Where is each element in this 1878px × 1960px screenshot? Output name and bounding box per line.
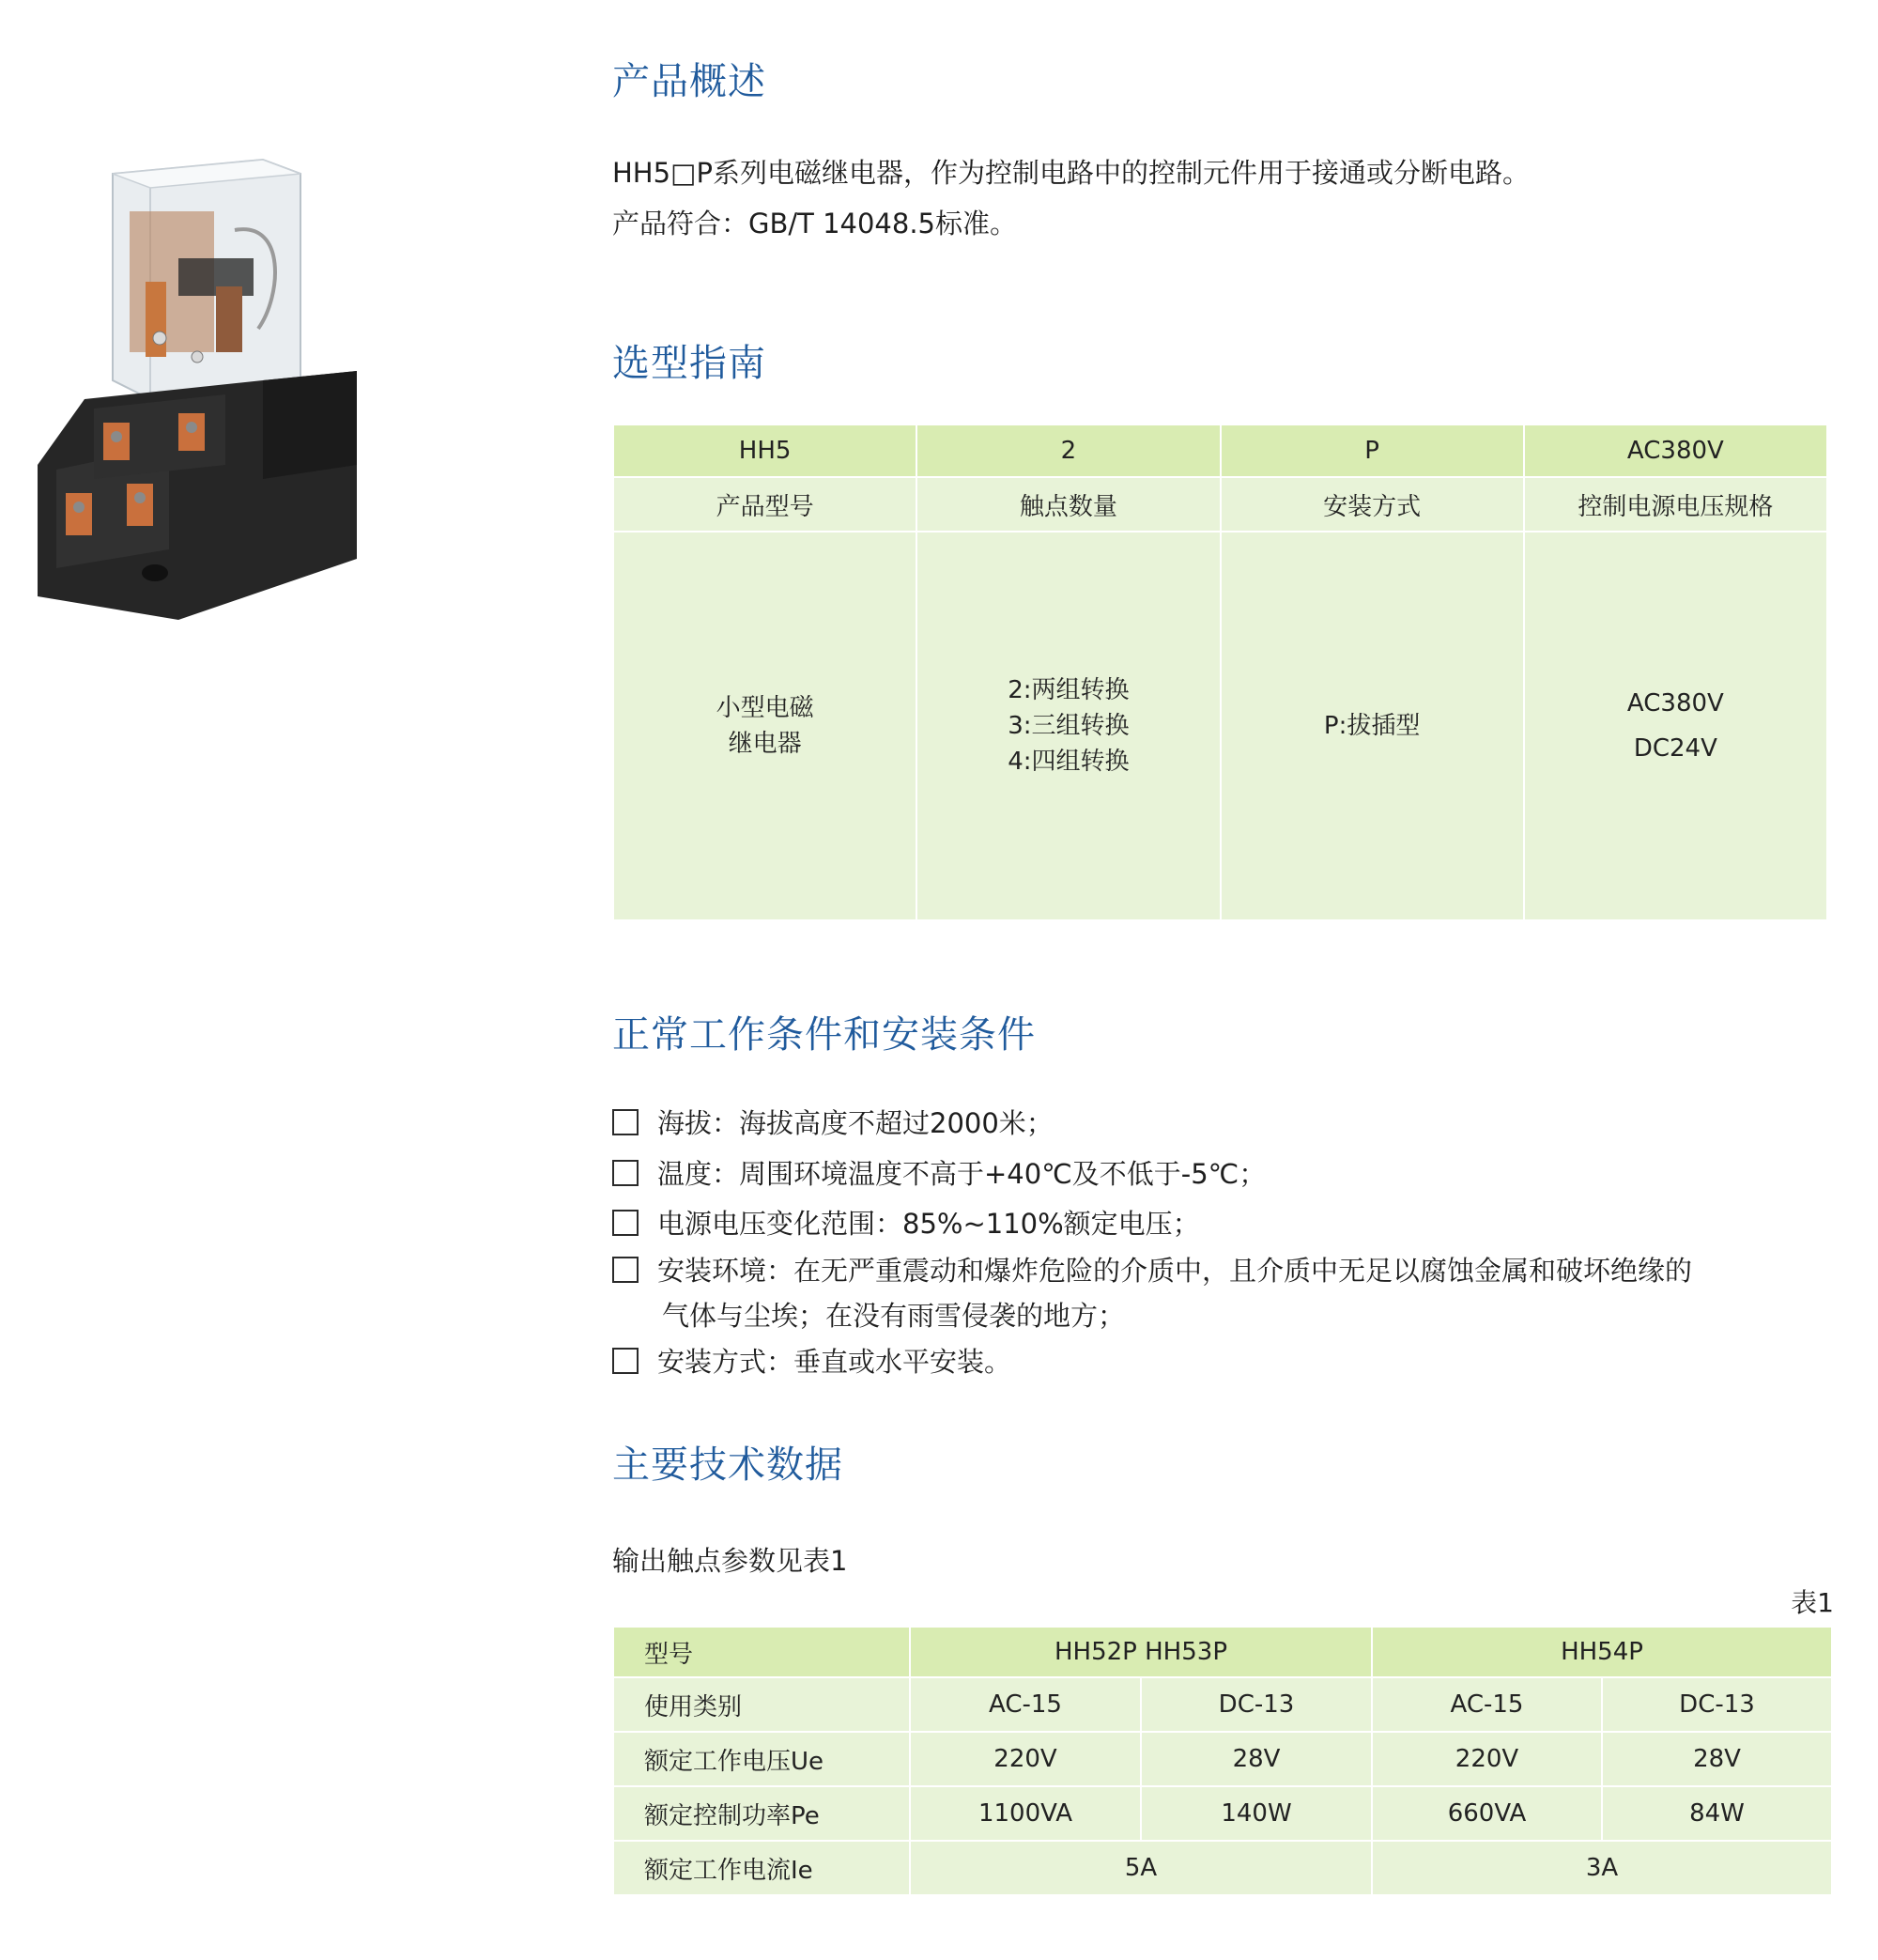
guide-code-cell: HH5 xyxy=(613,424,916,477)
table-cell: 5A xyxy=(910,1841,1372,1895)
guide-option-cell xyxy=(1524,532,1827,920)
checkbox-square-icon xyxy=(612,1257,639,1283)
table-cell: 660VA xyxy=(1372,1786,1602,1841)
table-cell: 1100VA xyxy=(910,1786,1141,1841)
tech-heading: 主要技术数据 xyxy=(612,1443,843,1487)
table-caption: 表1 xyxy=(1791,1587,1834,1618)
guide-option-text: 继电器 xyxy=(728,730,802,758)
guide-label-cell: 安装方式 xyxy=(1221,477,1524,532)
table-row xyxy=(613,1677,1832,1732)
table-cell: AC-15 xyxy=(1372,1677,1602,1732)
overview-line-2: 产品符合：GB/T 14048.5标准。 xyxy=(612,208,1017,239)
overview-line-1: HH5□P系列电磁继电器，作为控制电路中的控制元件用于接通或分断电路。 xyxy=(612,157,1530,189)
guide-code-cell: P xyxy=(1221,424,1524,477)
overview-heading: 产品概述 xyxy=(612,60,766,103)
guide-option-text: 小型电磁 xyxy=(716,694,814,722)
checkbox-square-icon xyxy=(612,1348,639,1374)
condition-item xyxy=(612,1341,1011,1380)
guide-label-cell: 触点数量 xyxy=(916,477,1220,532)
row-label: 额定控制功率Pe xyxy=(613,1786,910,1841)
guide-option-text: 2:两组转换 xyxy=(1008,676,1130,704)
guide-option-cell xyxy=(916,532,1220,920)
tech-data-table xyxy=(612,1626,1833,1896)
guide-option-text: AC380V xyxy=(1626,689,1724,718)
guide-option-text: DC24V xyxy=(1633,734,1717,763)
table-cell: 220V xyxy=(910,1732,1141,1786)
table-cell: AC-15 xyxy=(910,1677,1141,1732)
condition-text: 温度：周围环境温度不高于+40℃及不低于-5℃； xyxy=(657,1158,1267,1190)
conditions-heading: 正常工作条件和安装条件 xyxy=(612,1013,1036,1057)
table-cell: 28V xyxy=(1141,1732,1372,1786)
tech-header-row xyxy=(613,1627,1832,1677)
guide-heading: 选型指南 xyxy=(612,342,766,385)
condition-text-continuation: 气体与尘埃；在没有雨雪侵袭的地方； xyxy=(662,1300,1126,1332)
table-cell: DC-13 xyxy=(1141,1677,1372,1732)
guide-option-cell xyxy=(1221,532,1524,920)
checkbox-square-icon xyxy=(612,1109,639,1135)
guide-code-cell: AC380V xyxy=(1524,424,1827,477)
tech-header-label: 型号 xyxy=(613,1627,910,1677)
relay-product-image xyxy=(38,155,366,629)
condition-text: 电源电压变化范围：85%~110%额定电压； xyxy=(657,1208,1200,1240)
table-cell: DC-13 xyxy=(1602,1677,1832,1732)
row-label: 使用类别 xyxy=(613,1677,910,1732)
row-label: 额定工作电流Ie xyxy=(613,1841,910,1895)
condition-item xyxy=(612,1250,1692,1289)
guide-label-cell: 控制电源电压规格 xyxy=(1524,477,1827,532)
condition-text: 安装环境：在无严重震动和爆炸危险的介质中，且介质中无足以腐蚀金属和破坏绝缘的 xyxy=(657,1255,1693,1287)
condition-text: 安装方式：垂直或水平安装。 xyxy=(657,1346,1012,1378)
guide-code-row xyxy=(613,424,1827,477)
guide-option-text: 3:三组转换 xyxy=(1008,712,1130,740)
guide-label-cell: 产品型号 xyxy=(613,477,916,532)
guide-code-cell: 2 xyxy=(916,424,1220,477)
condition-item xyxy=(612,1103,1054,1141)
table-cell: 220V xyxy=(1372,1732,1602,1786)
table-cell: 3A xyxy=(1372,1841,1832,1895)
checkbox-square-icon xyxy=(612,1160,639,1186)
row-label: 额定工作电压Ue xyxy=(613,1732,910,1786)
tech-intro: 输出触点参数见表1 xyxy=(612,1545,848,1577)
condition-item xyxy=(612,1153,1266,1192)
condition-text: 海拔：海拔高度不超过2000米； xyxy=(657,1107,1054,1139)
guide-option-row xyxy=(613,532,1827,920)
condition-item xyxy=(612,1203,1200,1242)
guide-label-row xyxy=(613,477,1827,532)
table-cell: 84W xyxy=(1602,1786,1832,1841)
selection-guide-table xyxy=(612,424,1828,921)
table-cell: 140W xyxy=(1141,1786,1372,1841)
tech-header-group: HH54P xyxy=(1372,1627,1832,1677)
guide-option-text: 4:四组转换 xyxy=(1008,748,1130,776)
table-row xyxy=(613,1786,1832,1841)
checkbox-square-icon xyxy=(612,1210,639,1236)
table-row xyxy=(613,1732,1832,1786)
guide-option-cell xyxy=(613,532,916,920)
table-row xyxy=(613,1841,1832,1895)
tech-header-group: HH52P HH53P xyxy=(910,1627,1372,1677)
guide-option-text: P:拔插型 xyxy=(1323,712,1421,740)
table-cell: 28V xyxy=(1602,1732,1832,1786)
